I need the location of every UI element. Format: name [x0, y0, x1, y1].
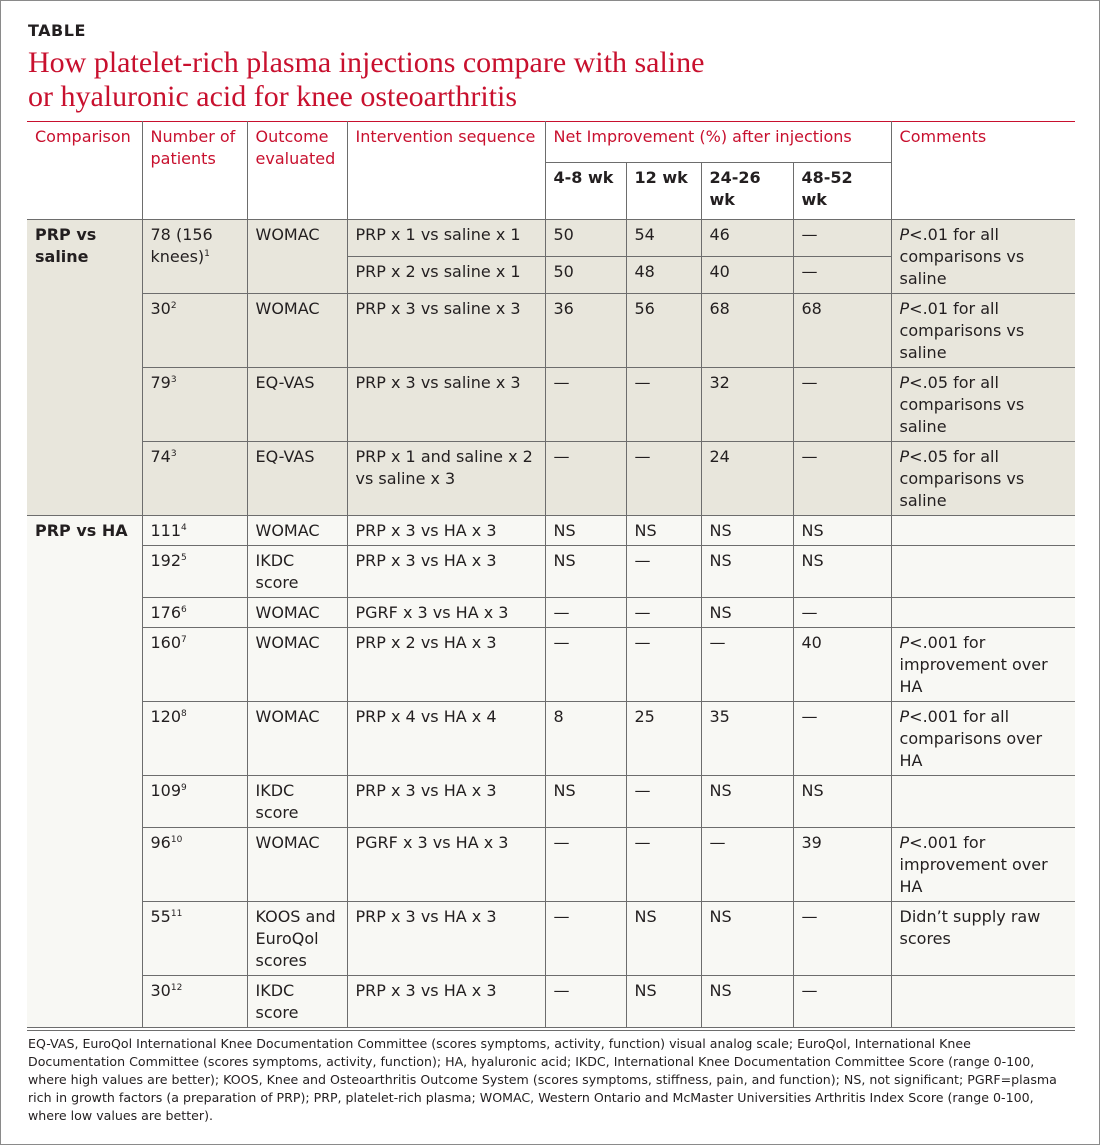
improvement-cell	[701, 828, 793, 902]
table-row	[27, 368, 1075, 442]
table-row	[27, 220, 1075, 257]
improvement-cell	[701, 546, 793, 598]
table-footnote: EQ-VAS, EuroQol International Knee Documentation Committee (scores symptoms, activity, function) visual analog scale; EuroQol, International Knee Documentation Committee (scores symptoms, activity, function); HA, hyaluronic acid; IKDC, International Knee Documentation Committee Score (range 0-100, where high values are better); KOOS, Knee and Osteoarthritis Outcome System (scores symptoms, stiffness, pain, and function); NS, not significant; PGRF=plasma rich in growth factors (a preparation of PRP); PRP, platelet-rich plasma; WOMAC, Western Ontario and McMaster Universities Arthritis Index Score (range 0-100, where low values are better).	[28, 1036, 1057, 1123]
improvement-value: —	[634, 373, 651, 392]
improvement-value: —	[709, 833, 726, 852]
patients-value: 96	[150, 833, 171, 852]
header-outcome: Outcome evaluated	[247, 122, 347, 220]
table-row	[27, 442, 1075, 516]
header-net-improvement: Net Improvement (%) after injections	[545, 122, 891, 163]
reference-number: 6	[181, 605, 187, 615]
comment-cell	[891, 628, 1075, 702]
improvement-value: NS	[801, 521, 824, 540]
group-label-text: PRP vs saline	[35, 225, 97, 266]
improvement-value: 32	[709, 373, 730, 392]
improvement-cell	[793, 598, 891, 628]
improvement-value: NS	[709, 521, 732, 540]
table-container	[27, 121, 1075, 1028]
improvement-cell	[793, 628, 891, 702]
comment-cell	[891, 976, 1075, 1028]
sequence-cell	[347, 368, 545, 442]
p-value-symbol: P	[899, 299, 910, 318]
reference-number: 4	[181, 523, 187, 533]
improvement-value: —	[801, 447, 818, 466]
improvement-cell	[701, 702, 793, 776]
improvement-value: 50	[553, 262, 574, 281]
patients-value: 176	[150, 603, 182, 622]
sequence-cell	[347, 220, 545, 257]
improvement-value: 8	[553, 707, 564, 726]
patients-cell	[142, 628, 247, 702]
improvement-value: 56	[634, 299, 655, 318]
improvement-cell	[545, 776, 626, 828]
table-title	[28, 46, 1028, 114]
improvement-value: —	[553, 603, 570, 622]
improvement-cell	[626, 828, 701, 902]
outcome-value: KOOS and EuroQol scores	[255, 907, 336, 970]
outcome-cell	[247, 516, 347, 546]
improvement-cell	[626, 257, 701, 294]
table-row	[27, 828, 1075, 902]
sequence-cell	[347, 628, 545, 702]
improvement-cell	[545, 828, 626, 902]
patients-value: 111	[150, 521, 182, 540]
improvement-cell	[793, 902, 891, 976]
sequence-cell	[347, 442, 545, 516]
outcome-cell	[247, 220, 347, 294]
improvement-value: NS	[553, 781, 576, 800]
table-row	[27, 902, 1075, 976]
reference-number: 2	[170, 301, 177, 311]
outcome-value: WOMAC	[255, 225, 320, 244]
improvement-cell	[545, 628, 626, 702]
sequence-value: PRP x 1 and saline x 2 vs saline x 3	[355, 447, 533, 488]
comment-cell	[891, 368, 1075, 442]
improvement-cell	[545, 257, 626, 294]
comment-cell	[891, 220, 1075, 294]
improvement-value: 24	[709, 447, 730, 466]
outcome-value: WOMAC	[255, 299, 320, 318]
improvement-value: 39	[801, 833, 822, 852]
comment-text: <.01 for all comparisons vs saline	[899, 299, 1025, 362]
comment-cell	[891, 442, 1075, 516]
outcome-value: WOMAC	[255, 707, 320, 726]
group-label	[27, 516, 142, 1028]
patients-cell	[142, 598, 247, 628]
reference-number: 10	[170, 835, 183, 845]
outcome-cell	[247, 976, 347, 1028]
outcome-value: IKDC score	[255, 781, 299, 822]
improvement-value: NS	[709, 907, 732, 926]
improvement-value: 40	[801, 633, 822, 652]
improvement-cell	[545, 516, 626, 546]
improvement-cell	[626, 516, 701, 546]
table-row	[27, 546, 1075, 598]
improvement-cell	[793, 828, 891, 902]
patients-cell	[142, 546, 247, 598]
patients-cell	[142, 976, 247, 1028]
outcome-cell	[247, 776, 347, 828]
improvement-cell	[701, 294, 793, 368]
outcome-value: WOMAC	[255, 603, 320, 622]
sequence-value: PRP x 4 vs HA x 4	[355, 707, 497, 726]
patients-cell	[142, 828, 247, 902]
improvement-cell	[545, 976, 626, 1028]
improvement-cell	[793, 776, 891, 828]
patients-value: 30	[150, 981, 171, 1000]
improvement-cell	[701, 628, 793, 702]
outcome-value: IKDC score	[255, 981, 299, 1022]
improvement-value: NS	[553, 521, 576, 540]
improvement-value: —	[801, 707, 818, 726]
improvement-cell	[626, 442, 701, 516]
improvement-value: —	[634, 833, 651, 852]
improvement-value: —	[801, 907, 818, 926]
reference-number: 8	[181, 709, 187, 719]
comment-text: <.001 for improvement over HA	[899, 633, 1048, 696]
reference-number: 1	[204, 249, 210, 259]
reference-number: 9	[181, 783, 187, 793]
outcome-cell	[247, 828, 347, 902]
comment-text: <.05 for all comparisons vs saline	[899, 373, 1025, 436]
improvement-cell	[793, 702, 891, 776]
table-row	[27, 776, 1075, 828]
improvement-cell	[793, 368, 891, 442]
improvement-value: —	[801, 981, 818, 1000]
improvement-value: —	[634, 603, 651, 622]
improvement-cell	[545, 294, 626, 368]
p-value-symbol: P	[899, 707, 910, 726]
improvement-cell	[793, 516, 891, 546]
improvement-cell	[793, 294, 891, 368]
comment-text: <.01 for all comparisons vs saline	[899, 225, 1025, 288]
improvement-value: 68	[801, 299, 822, 318]
improvement-value: —	[553, 981, 570, 1000]
improvement-cell	[545, 702, 626, 776]
comment-text: Didn’t supply raw scores	[899, 907, 1041, 948]
improvement-cell	[626, 902, 701, 976]
improvement-value: 25	[634, 707, 655, 726]
comment-cell	[891, 546, 1075, 598]
p-value-symbol: P	[899, 373, 910, 392]
improvement-value: —	[553, 833, 570, 852]
sequence-cell	[347, 516, 545, 546]
patients-value: 120	[150, 707, 182, 726]
improvement-cell	[701, 976, 793, 1028]
improvement-value: 35	[709, 707, 730, 726]
improvement-cell	[626, 220, 701, 257]
improvement-cell	[626, 776, 701, 828]
improvement-cell	[545, 220, 626, 257]
improvement-cell	[626, 702, 701, 776]
improvement-cell	[793, 257, 891, 294]
sequence-cell	[347, 902, 545, 976]
table-row	[27, 516, 1075, 546]
outcome-cell	[247, 294, 347, 368]
header-wk-12: 12 wk	[626, 163, 701, 220]
improvement-cell	[626, 598, 701, 628]
outcome-value: WOMAC	[255, 633, 320, 652]
sequence-cell	[347, 294, 545, 368]
improvement-value: NS	[801, 781, 824, 800]
improvement-cell	[701, 368, 793, 442]
sequence-value: PRP x 3 vs HA x 3	[355, 981, 497, 1000]
p-value-symbol: P	[899, 833, 910, 852]
improvement-cell	[626, 294, 701, 368]
patients-cell	[142, 902, 247, 976]
sequence-value: PRP x 3 vs HA x 3	[355, 907, 497, 926]
improvement-cell	[545, 546, 626, 598]
sequence-cell	[347, 598, 545, 628]
outcome-value: WOMAC	[255, 521, 320, 540]
improvement-cell	[793, 976, 891, 1028]
outcome-value: EQ-VAS	[255, 373, 315, 392]
p-value-symbol: P	[899, 225, 910, 244]
table-row	[27, 702, 1075, 776]
improvement-value: —	[553, 907, 570, 926]
patients-cell	[142, 368, 247, 442]
outcome-value: IKDC score	[255, 551, 299, 592]
p-value-symbol: P	[899, 633, 910, 652]
comment-cell	[891, 516, 1075, 546]
improvement-cell	[545, 902, 626, 976]
improvement-value: 40	[709, 262, 730, 281]
header-wk-4-8: 4-8 wk	[545, 163, 626, 220]
table-kicker: TABLE	[28, 21, 86, 40]
patients-value: 79	[150, 373, 171, 392]
improvement-value: NS	[709, 551, 732, 570]
improvement-cell	[545, 598, 626, 628]
header-patients: Number of patients	[142, 122, 247, 220]
sequence-value: PGRF x 3 vs HA x 3	[355, 603, 509, 622]
sequence-cell	[347, 776, 545, 828]
improvement-cell	[626, 368, 701, 442]
improvement-value: 48	[634, 262, 655, 281]
improvement-value: NS	[634, 521, 657, 540]
improvement-cell	[793, 220, 891, 257]
group-label-text: PRP vs HA	[35, 521, 128, 540]
title-line-2: or hyaluronic acid for knee osteoarthritis	[28, 80, 517, 113]
improvement-value: 50	[553, 225, 574, 244]
sequence-value: PRP x 3 vs saline x 3	[355, 373, 521, 392]
table-row	[27, 598, 1075, 628]
improvement-value: —	[801, 225, 818, 244]
improvement-value: NS	[634, 907, 657, 926]
patients-value: 192	[150, 551, 182, 570]
comment-cell	[891, 598, 1075, 628]
header-wk-48-52: 48-52 wk	[793, 163, 891, 220]
reference-number: 12	[170, 983, 183, 993]
improvement-value: —	[634, 633, 651, 652]
reference-number: 5	[181, 553, 187, 563]
comment-text: <.001 for all comparisons over HA	[899, 707, 1043, 770]
improvement-cell	[701, 902, 793, 976]
improvement-value: —	[553, 373, 570, 392]
improvement-value: NS	[553, 551, 576, 570]
improvement-value: —	[553, 447, 570, 466]
header-comparison: Comparison	[27, 122, 142, 220]
sequence-value: PRP x 2 vs HA x 3	[355, 633, 497, 652]
improvement-value: NS	[709, 781, 732, 800]
comment-cell	[891, 776, 1075, 828]
outcome-cell	[247, 598, 347, 628]
improvement-cell	[701, 516, 793, 546]
patients-cell	[142, 442, 247, 516]
improvement-value: —	[801, 373, 818, 392]
improvement-cell	[701, 257, 793, 294]
p-value-symbol: P	[899, 447, 910, 466]
table-row	[27, 628, 1075, 702]
sequence-value: PRP x 1 vs saline x 1	[355, 225, 521, 244]
improvement-cell	[701, 442, 793, 516]
table-row	[27, 976, 1075, 1028]
outcome-cell	[247, 442, 347, 516]
comparison-table	[27, 121, 1075, 1028]
sequence-cell	[347, 976, 545, 1028]
improvement-value: —	[801, 603, 818, 622]
reference-number: 3	[170, 449, 177, 459]
footnote-rule	[27, 1030, 1075, 1031]
sequence-cell	[347, 257, 545, 294]
improvement-cell	[545, 368, 626, 442]
patients-cell	[142, 294, 247, 368]
improvement-value: 68	[709, 299, 730, 318]
improvement-cell	[701, 598, 793, 628]
improvement-cell	[626, 628, 701, 702]
reference-number: 3	[170, 375, 177, 385]
patients-value: 55	[150, 907, 171, 926]
sequence-value: PRP x 3 vs HA x 3	[355, 551, 497, 570]
sequence-cell	[347, 828, 545, 902]
outcome-value: WOMAC	[255, 833, 320, 852]
comment-cell	[891, 702, 1075, 776]
patients-cell	[142, 776, 247, 828]
improvement-value: —	[634, 551, 651, 570]
improvement-cell	[626, 546, 701, 598]
outcome-cell	[247, 546, 347, 598]
header-comments: Comments	[891, 122, 1075, 220]
improvement-value: 46	[709, 225, 730, 244]
patients-value: 30	[150, 299, 171, 318]
improvement-cell	[793, 442, 891, 516]
sequence-value: PRP x 2 vs saline x 1	[355, 262, 521, 281]
improvement-cell	[701, 776, 793, 828]
header-sequence: Intervention sequence	[347, 122, 545, 220]
improvement-value: —	[553, 633, 570, 652]
patients-cell	[142, 702, 247, 776]
improvement-value: NS	[709, 603, 732, 622]
reference-number: 7	[181, 635, 187, 645]
comment-text: <.05 for all comparisons vs saline	[899, 447, 1025, 510]
improvement-value: —	[634, 447, 651, 466]
patients-value: 160	[150, 633, 182, 652]
comment-cell	[891, 902, 1075, 976]
sequence-value: PRP x 3 vs HA x 3	[355, 781, 497, 800]
improvement-value: 54	[634, 225, 655, 244]
outcome-cell	[247, 902, 347, 976]
improvement-cell	[793, 546, 891, 598]
patients-value: 74	[150, 447, 171, 466]
patients-value: 78 (156 knees)	[150, 225, 213, 266]
sequence-value: PGRF x 3 vs HA x 3	[355, 833, 509, 852]
sequence-cell	[347, 546, 545, 598]
improvement-value: —	[634, 781, 651, 800]
comment-cell	[891, 294, 1075, 368]
table-body	[27, 220, 1075, 1028]
improvement-cell	[701, 220, 793, 257]
improvement-value: —	[709, 633, 726, 652]
sequence-value: PRP x 3 vs HA x 3	[355, 521, 497, 540]
sequence-cell	[347, 702, 545, 776]
improvement-value: 36	[553, 299, 574, 318]
comment-text: <.001 for improvement over HA	[899, 833, 1048, 896]
table-header	[27, 122, 1075, 220]
patients-cell	[142, 516, 247, 546]
title-line-1: How platelet-rich plasma injections compare with saline	[28, 46, 705, 79]
outcome-cell	[247, 628, 347, 702]
improvement-value: NS	[634, 981, 657, 1000]
comment-cell	[891, 828, 1075, 902]
sequence-value: PRP x 3 vs saline x 3	[355, 299, 521, 318]
improvement-value: NS	[709, 981, 732, 1000]
improvement-cell	[626, 976, 701, 1028]
reference-number: 11	[170, 909, 183, 919]
table-row	[27, 294, 1075, 368]
patients-value: 109	[150, 781, 182, 800]
improvement-cell	[545, 442, 626, 516]
improvement-value: NS	[801, 551, 824, 570]
outcome-cell	[247, 702, 347, 776]
group-label	[27, 220, 142, 516]
improvement-value: —	[801, 262, 818, 281]
outcome-cell	[247, 368, 347, 442]
outcome-value: EQ-VAS	[255, 447, 315, 466]
patients-cell	[142, 220, 247, 294]
header-wk-24-26: 24-26 wk	[701, 163, 793, 220]
